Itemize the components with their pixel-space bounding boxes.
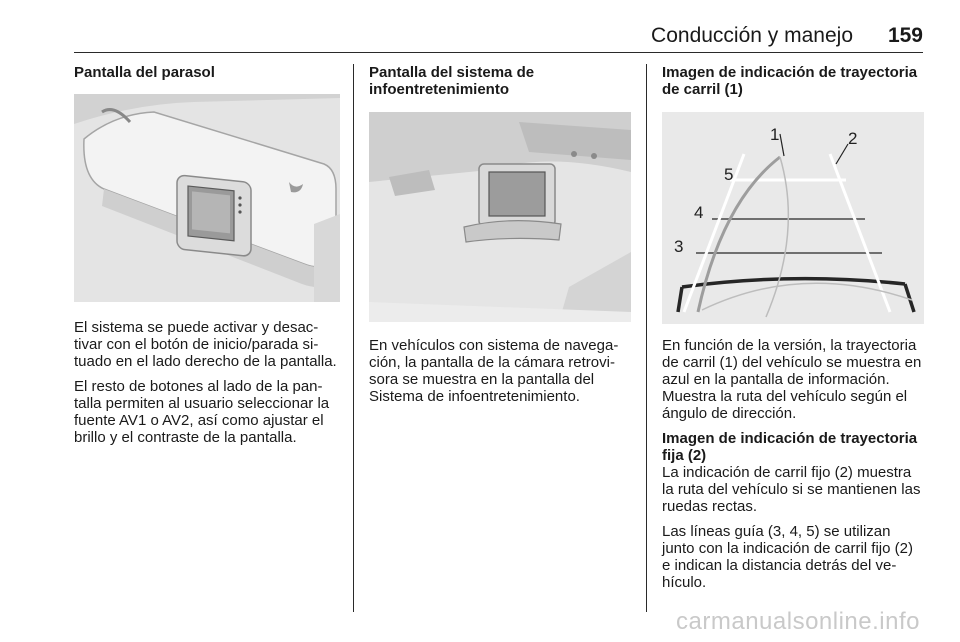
paragraph: El sistema se puede activar y desactivar con el botón de inicio/parada situado en el lado derecho de la pantalla. (74, 319, 337, 370)
heading-fixed-trajectory: Imagen de indicación de trayectoria fija (2) (662, 430, 918, 464)
watermark: carmanualsonline.info (676, 608, 920, 635)
infotainment-display-illustration (369, 112, 631, 322)
callout-1: 1 (770, 125, 780, 144)
paragraph: Las líneas guía (3, 4, 5) se utilizan junto con la indicación de carril fijo (2) e indican la distancia detrás del vehículo. (662, 523, 913, 591)
callout-2: 2 (848, 129, 858, 148)
callout-4: 4 (694, 203, 704, 222)
paragraph: El resto de botones al lado de la pantalla permiten al usuario seleccionar la fuente AV1 o AV2, así como ajustar el brillo y el contraste de la pantalla. (74, 378, 330, 446)
column-divider (353, 64, 354, 612)
column-divider (646, 64, 647, 612)
heading-sun-visor-display: Pantalla del parasol (74, 64, 215, 81)
column-infotainment (369, 64, 631, 98)
paragraph: La indicación de carril fijo (2) muestra la ruta del vehículo si se mantienen las ruedas rectas. (662, 464, 921, 515)
callout-5: 5 (724, 165, 734, 184)
page-header (74, 22, 923, 53)
section-title: Conducción y manejo (651, 24, 853, 47)
infotainment-text (369, 337, 631, 405)
paragraph: En vehículos con sistema de navegación, la pantalla de la cámara retrovisora se muestra en la pantalla del Sistema de infoentretenimiento. (369, 337, 619, 405)
trajectory-guidelines-diagram (662, 112, 924, 324)
page-number: 159 (887, 24, 923, 47)
sun-visor-text (74, 319, 340, 446)
paragraph: En función de la versión, la trayectoria de carril (1) del vehículo se muestra en azul en la pantalla de información. Muestra la ruta del vehículo según el ángulo de dirección. (662, 337, 922, 422)
heading-infotainment-display: Pantalla del sistema de infoentretenimiento (369, 64, 535, 98)
heading-lane-trajectory: Imagen de indicación de trayectoria de carril (1) (662, 64, 918, 98)
trajectory-text (662, 337, 924, 591)
column-sun-visor (74, 64, 340, 81)
callout-3: 3 (674, 237, 684, 256)
column-trajectory (662, 64, 924, 98)
sun-visor-display-illustration (74, 94, 340, 302)
